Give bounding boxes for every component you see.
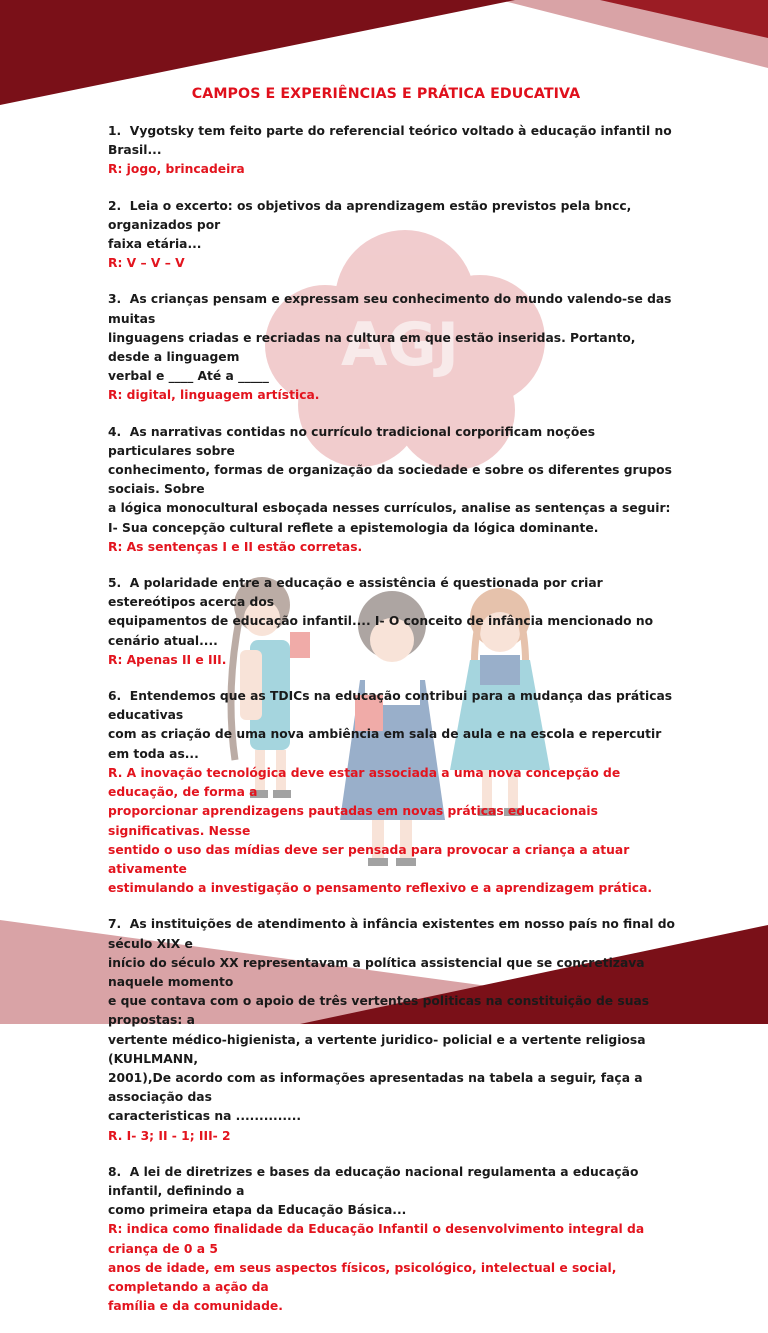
question-text-line: como primeira etapa da Educação Básica... [108, 1203, 407, 1218]
document-body [108, 86, 680, 1333]
question-text-line: equipamentos de educação infantil.... I- O conceito de infância mencionado no cenário atual.... [108, 614, 654, 648]
question-3 [108, 290, 680, 405]
question-8 [108, 1163, 680, 1317]
question-2 [108, 197, 680, 274]
question-7 [108, 915, 680, 1145]
question-number: 3. [108, 292, 122, 307]
question-text-line: 8. A lei de diretrizes e bases da educação nacional regulamenta a educação infantil, definindo a [108, 1164, 639, 1198]
answer-line: R: indica como finalidade da Educação Infantil o desenvolvimento integral da criança de 0 a 5 [108, 1222, 645, 1256]
question-text-line: 1. Vygotsky tem feito parte do referencial teórico voltado à educação infantil no Brasil... [108, 124, 672, 158]
answer-line: proporcionar aprendizagens pautadas em novas práticas educacionais significativas. Nesse [108, 804, 598, 838]
question-1 [108, 122, 680, 180]
question-6 [108, 687, 680, 898]
question-text-line: I- Sua concepção cultural reflete a epistemologia da lógica dominante. [108, 520, 599, 535]
answer-line: anos de idade, em seus aspectos físicos, psicológico, intelectual e social, completando a ação da [108, 1260, 617, 1294]
answer-line: R. I- 3; II - 1; III- 2 [108, 1128, 231, 1143]
question-number: 5. [108, 576, 122, 591]
page-title: CAMPOS E EXPERIÊNCIAS E PRÁTICA EDUCATIVA [191, 86, 581, 102]
question-number: 7. [108, 917, 122, 932]
answer-line: R: digital, linguagem artística. [108, 388, 320, 403]
answer-line: R. A inovação tecnológica deve estar associada a uma nova concepção de educação, de forma a [108, 765, 621, 800]
answer-line: R: As sentenças I e II estão corretas. [108, 539, 363, 554]
question-text-line: conhecimento, formas de organização da sociedade e sobre os diferentes grupos sociais. Sobre [108, 463, 672, 497]
question-text-line: faixa etária... [108, 237, 202, 252]
question-5 [108, 574, 680, 670]
question-number: 4. [108, 424, 122, 439]
answer-line: R: V – V – V [108, 256, 185, 271]
question-text-line: 6. Entendemos que as TDICs na educação contribui para a mudança das práticas educativas [108, 689, 673, 723]
question-text-line: com as criação de uma nova ambiência em sala de aula e na escola e repercutir em toda as... [108, 727, 662, 761]
question-number: 8. [108, 1164, 122, 1179]
question-text-line: e que contava com o apoio de três vertentes politicas na constituição de suas propostas: a [108, 994, 650, 1028]
question-4 [108, 423, 680, 557]
question-text-line: vertente médico-higienista, a vertente juridico- policial e a vertente religiosa (KUHLMANN, [108, 1032, 646, 1066]
question-text-line: 4. As narrativas contidas no currículo tradicional corporificam noções particulares sobre [108, 424, 596, 458]
question-text-line: 7. As instituições de atendimento à infância existentes em nosso país no final do século XIX e [108, 917, 675, 951]
answer-line: R: jogo, brincadeira [108, 162, 245, 177]
answer-line: R: Apenas II e III. [108, 652, 227, 667]
question-text-line: a lógica monocultural esboçada nesses currículos, analise as sentenças a seguir: [108, 501, 671, 516]
question-text-line: 2001),De acordo com as informações apresentadas na tabela a seguir, faça a associação das [108, 1070, 643, 1105]
answer-line: estimulando a investigação o pensamento reflexivo e a aprendizagem prática. [108, 881, 653, 896]
answer-line: sentido o uso das mídias deve ser pensada para provocar a criança a atuar ativamente [108, 842, 630, 876]
question-text-line: início do século XX representavam a política assistencial que se concretizava naquele momento [108, 955, 645, 989]
question-number: 6. [108, 689, 122, 704]
question-text-line: linguagens criadas e recriadas na cultura em que estão inseridas. Portanto, desde a linguagem [108, 330, 636, 365]
question-text-line: 2. Leia o excerto: os objetivos da aprendizagem estão previstos pela bncc, organizados por [108, 198, 632, 232]
question-text-line: 5. A polaridade entre a educação e assistência é questionada por criar estereótipos acerca dos [108, 576, 603, 610]
question-text-line: caracteristicas na .............. [108, 1109, 302, 1124]
watermark-logo-text: AGJ [340, 310, 460, 380]
question-text-line: 3. As crianças pensam e expressam seu conhecimento do mundo valendo-se das muitas [108, 292, 672, 326]
answer-line: família e da comunidade. [108, 1299, 283, 1314]
question-number: 1. [108, 124, 122, 138]
question-number: 2. [108, 198, 122, 213]
question-text-line: verbal e ____ Até a _____ [108, 369, 269, 384]
